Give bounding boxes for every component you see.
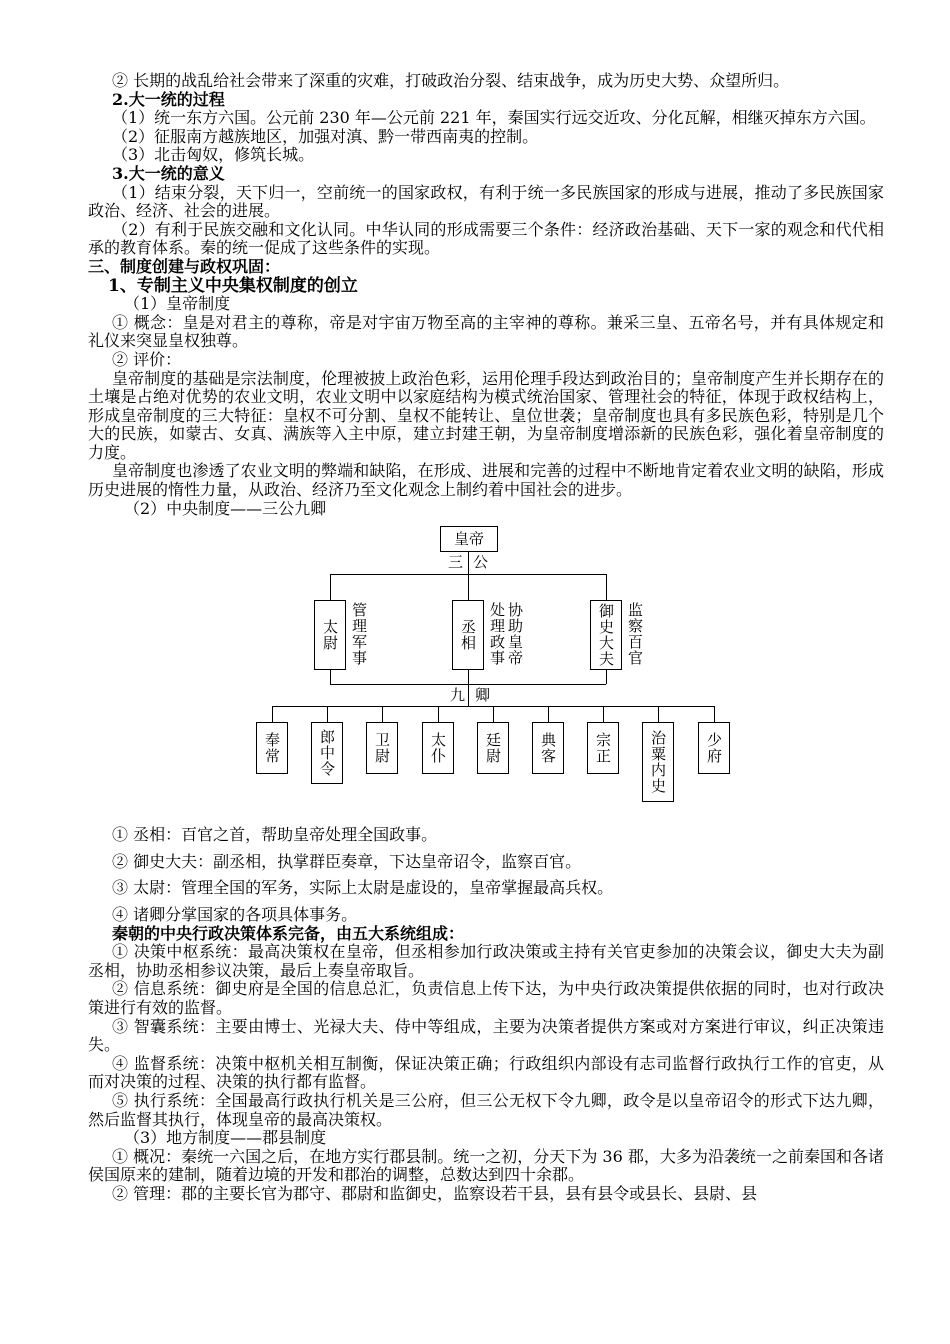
gong-duty-taiwei: 管理军事 bbox=[350, 602, 368, 667]
qing-box: 卫尉 bbox=[366, 722, 398, 774]
gong-duty-chengxiang: 协助皇帝处理政事 bbox=[488, 602, 524, 667]
connector-line bbox=[548, 706, 549, 722]
jiuqing-label: 九卿 bbox=[450, 686, 501, 705]
qing-box: 少府 bbox=[698, 722, 730, 774]
heading-five-systems: 秦朝的中央行政决策体系完备，由五大系统组成： bbox=[112, 923, 465, 943]
connector-line bbox=[330, 670, 331, 684]
qing-box: 典客 bbox=[532, 722, 564, 774]
qing-box: 宗正 bbox=[587, 722, 619, 774]
emperor-box: 皇帝 bbox=[440, 526, 498, 552]
heading-section-3: 三、制度创建与政权巩固： bbox=[88, 256, 281, 276]
paragraph: ① 丞相：百官之首，帮助皇帝处理全国政事。 bbox=[112, 825, 438, 845]
paragraph: ⑤ 执行系统：全国最高行政执行机关是三公府，但三公无权下令九卿，政令是以皇帝诏令的形式下达九卿，然后监督其执行，体现皇帝的最高决策权。 bbox=[88, 1090, 884, 1129]
connector-line bbox=[272, 706, 273, 722]
paragraph: （3）地方制度——郡县制度 bbox=[124, 1128, 327, 1148]
paragraph: ④ 诸卿分掌国家的各项具体事务。 bbox=[112, 905, 358, 925]
paragraph: （2）中央制度——三公九卿 bbox=[124, 498, 327, 518]
paragraph: ② 御史大夫：副丞相，执掌群臣奏章，下达皇帝诏令，监察百官。 bbox=[112, 851, 582, 871]
qing-box: 治粟内史 bbox=[642, 722, 674, 802]
sangong-label: 三公 bbox=[448, 553, 499, 572]
heading-subsection-1: 1、专制主义中央集权制度的创立 bbox=[108, 275, 358, 296]
gong-box-chengxiang: 丞相 bbox=[452, 600, 484, 670]
heading-meaning: 3.大一统的意义 bbox=[112, 163, 225, 183]
sangong-jiuqing-diagram bbox=[88, 526, 884, 818]
paragraph: （2）征服南方越族地区，加强对滇、黔一带西南夷的控制。 bbox=[112, 126, 539, 146]
paragraph: ① 概念：皇是对君主的尊称，帝是对宇宙万物至高的主宰神的尊称。兼采三皇、五帝名号，并有具体规定和礼仪来突显皇权独尊。 bbox=[88, 312, 884, 351]
connector-line bbox=[606, 574, 607, 600]
heading-process: 2.大一统的过程 bbox=[112, 89, 225, 109]
qing-box: 廷尉 bbox=[477, 722, 509, 774]
connector-line bbox=[468, 574, 469, 600]
connector-line bbox=[327, 706, 328, 722]
connector-line bbox=[468, 670, 469, 684]
document-page bbox=[88, 72, 884, 1204]
connector-line bbox=[606, 670, 607, 684]
connector-line bbox=[438, 706, 439, 722]
paragraph: ③ 太尉：管理全国的军务，实际上太尉是虚设的，皇帝掌握最高兵权。 bbox=[112, 878, 614, 898]
qing-box: 郎中令 bbox=[311, 722, 343, 784]
paragraph: ② 长期的战乱给社会带来了深重的灾难，打破政治分裂、结束战争，成为历史大势、众望所归。 bbox=[112, 71, 790, 90]
paragraph: （1）皇帝制度 bbox=[124, 294, 231, 314]
paragraph: ① 概况：秦统一六国之后，在地方实行郡县制。统一之初，分天下为 36 郡，大多为沿袭统一之前秦国和各诸侯国原来的建制，随着边境的开发和郡治的调整，总数达到四十余郡。 bbox=[88, 1146, 884, 1185]
paragraph: 皇帝制度的基础是宗法制度，伦理被披上政治色彩，运用伦理手段达到政治目的；皇帝制度产生并长期存在的土壤是占绝对优势的农业文明，农业文明中以家庭结构为模式统治国家、管理社会的特征，体现于政权结构上，形成皇帝制度的三大特征：皇权不可分割、皇权不能转让、皇位世袭；皇帝制度也具有多民族色彩，特别是几个大的民族，如蒙古、女真、满族等入主中原，建立封建王朝，为皇帝制度增添新的民族色彩，强化着皇帝制度的力度。 bbox=[88, 368, 884, 462]
paragraph: （1）统一东方六国。公元前 230 年—公元前 221 年，秦国实行远交近攻、分化瓦解，相继灭掉东方六国。 bbox=[112, 108, 876, 128]
gong-box-yushi: 御史大夫 bbox=[590, 600, 622, 670]
paragraph: （3）北击匈奴，修筑长城。 bbox=[112, 145, 315, 165]
paragraph: （1）结束分裂，天下归一，空前统一的国家政权，有利于统一多民族国家的形成与进展，推动了多民族国家政治、经济、社会的进展。 bbox=[88, 182, 884, 221]
connector-line bbox=[658, 706, 659, 722]
connector-line bbox=[714, 706, 715, 722]
paragraph: ② 信息系统：御史府是全国的信息总汇，负责信息上传下达，为中央行政决策提供依据的同时，也对行政决策进行有效的监督。 bbox=[88, 979, 884, 1017]
paragraph: ④ 监督系统：决策中枢机关相互制衡，保证决策正确；行政组织内部设有志司监督行政执行工作的官吏，从而对决策的过程、决策的执行都有监督。 bbox=[88, 1053, 884, 1092]
paragraph: ② 评价： bbox=[112, 349, 182, 369]
paragraph: ① 决策中枢系统：最高决策权在皇帝，但丞相参加行政决策或主持有关官吏参加的决策会议，御史大夫为副丞相，协助丞相参议决策，最后上奏皇帝取旨。 bbox=[88, 942, 884, 980]
connector-line bbox=[330, 574, 331, 600]
connector-line bbox=[603, 706, 604, 722]
connector-line bbox=[382, 706, 383, 722]
gong-duty-yushi: 监察百官 bbox=[626, 602, 644, 667]
connector-line bbox=[493, 706, 494, 722]
paragraph: （2）有利于民族交融和文化认同。中华认同的形成需要三个条件：经济政治基础、天下一家的观念和代代相承的教育体系。秦的统一促成了这些条件的实现。 bbox=[88, 219, 884, 258]
qing-box: 太仆 bbox=[422, 722, 454, 774]
paragraph: ③ 智囊系统：主要由博士、光禄大夫、侍中等组成，主要为决策者提供方案或对方案进行审议，纠正决策违失。 bbox=[88, 1016, 884, 1055]
gong-box-taiwei: 太尉 bbox=[314, 600, 346, 670]
qing-box: 奉常 bbox=[256, 722, 288, 774]
paragraph: ② 管理：郡的主要长官为郡守、郡尉和监御史，监察设若干县，县有县令或县长、县尉、县 bbox=[112, 1183, 758, 1203]
paragraph: 皇帝制度也渗透了农业文明的弊端和缺陷，在形成、进展和完善的过程中不断地肯定着农业文明的缺陷，形成历史进展的惰性力量，从政治、经济乃至文化观念上制约着中国社会的进步。 bbox=[88, 461, 884, 500]
